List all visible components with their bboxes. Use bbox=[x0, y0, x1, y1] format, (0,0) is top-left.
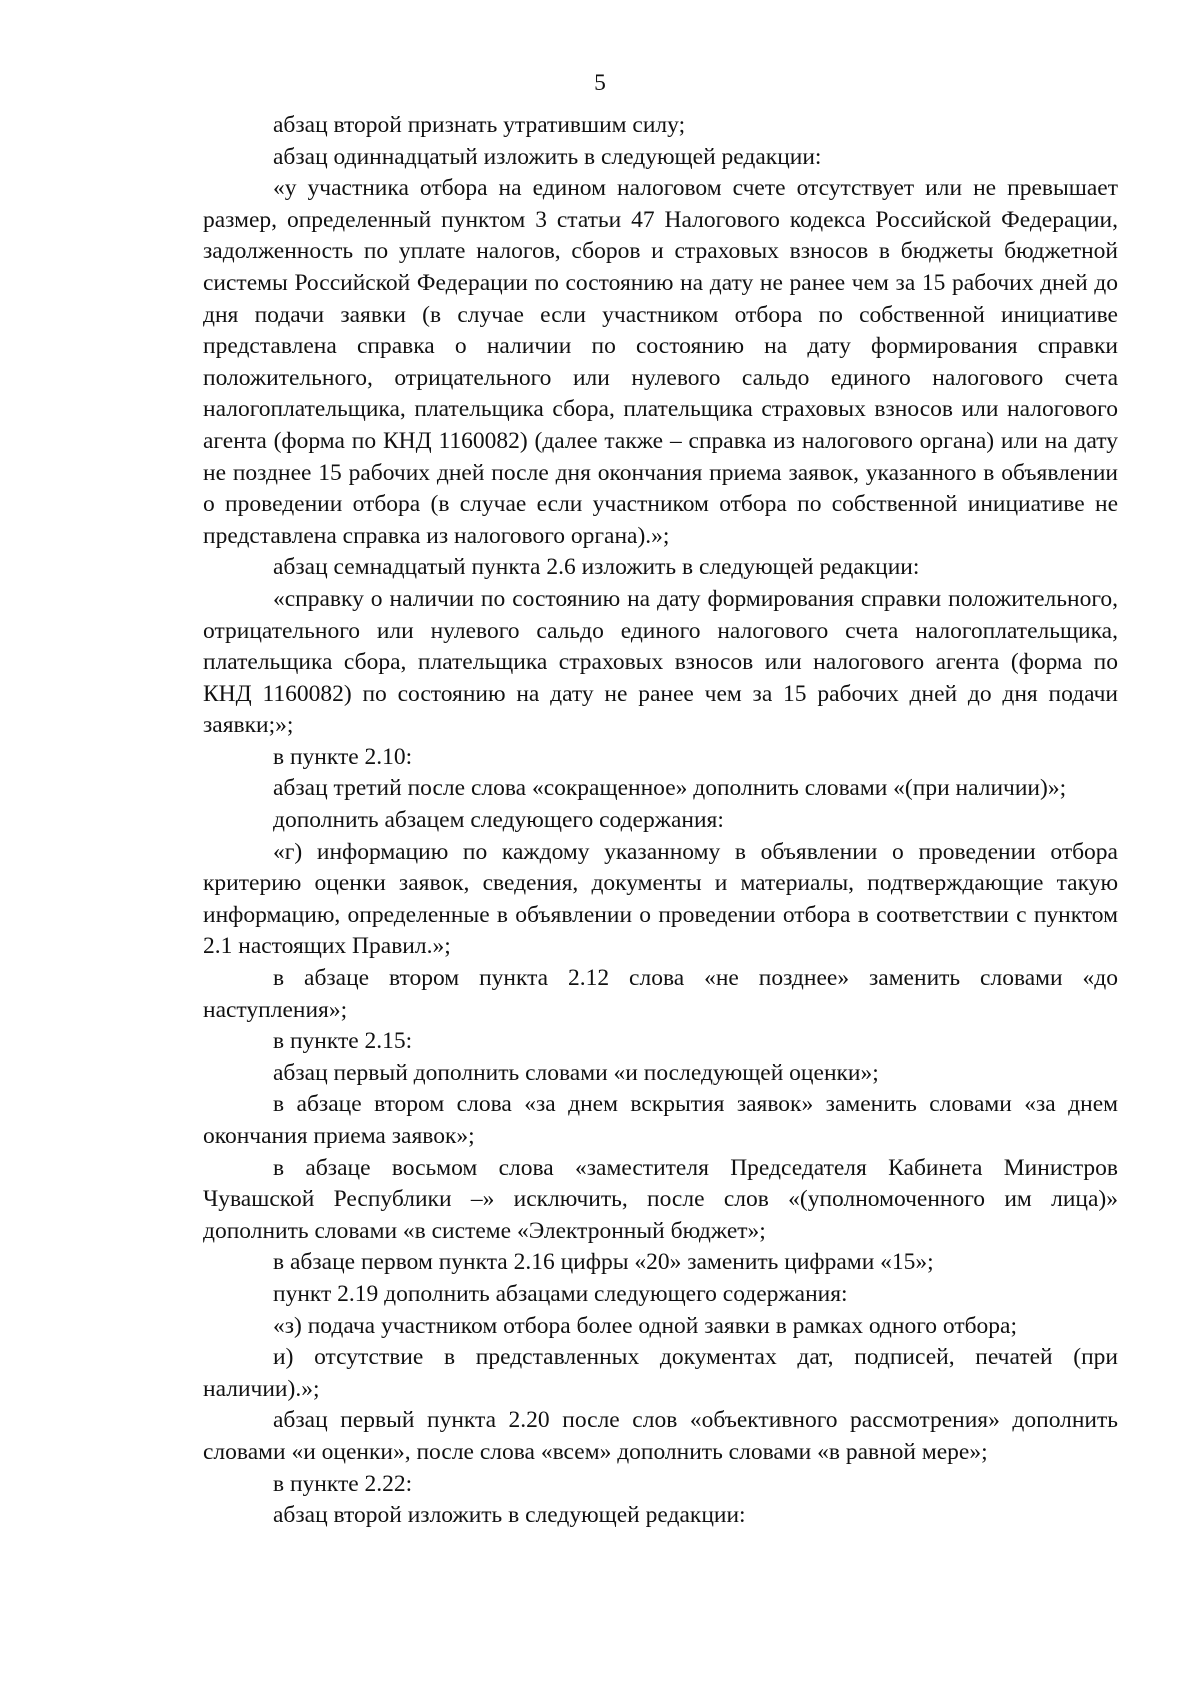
paragraph: в абзаце восьмом слова «заместителя Председателя Кабинета Министров Чувашской Республики –» исключить, после слов «(уполномоченного им лица)» дополнить словами «в системе «Электронный бюджет»; bbox=[203, 1154, 1118, 1244]
paragraph: «у участника отбора на едином налоговом счете отсутствует или не превышает размер, определенный пунктом 3 статьи 47 Налогового кодекса Российской Федерации, задолженность по уплате налогов, сборов и страховых взносов в бюджеты бюджетной системы Российской Федерации по состоянию на дату не ранее чем за 15 рабочих дней до дня подачи заявки (в случае если участником отбора по собственной инициативе представлена справка о наличии по состоянию на дату формирования справки положительного, отрицательного или нулевого сальдо единого налогового счета налогоплательщика, плательщика сбора, плательщика страховых взносов или налогового агента (форма по КНД 1160082) (далее также – справка из налогового органа) или на дату не позднее 15 рабочих дней после дня окончания приема заявок, указанного в объявлении о проведении отбора (в случае если участником отбора по собственной инициативе не представлена справка из налогового органа).»; bbox=[203, 175, 1118, 549]
paragraph: в пункте 2.22: bbox=[273, 1470, 413, 1497]
paragraph: абзац третий после слова «сокращенное» дополнить словами «(при наличии)»; bbox=[273, 775, 1067, 802]
paragraph: в абзаце втором слова «за днем вскрытия заявок» заменить словами «за днем окончания приема заявок»; bbox=[203, 1091, 1118, 1149]
paragraph: абзац первый пункта 2.20 после слов «объективного рассмотрения» дополнить словами «и оценки», после слова «всем» дополнить словами «в равной мере»; bbox=[203, 1407, 1118, 1465]
paragraph: абзац второй изложить в следующей редакции: bbox=[273, 1502, 746, 1529]
paragraph: пункт 2.19 дополнить абзацами следующего содержания: bbox=[273, 1280, 848, 1307]
paragraph: абзац семнадцатый пункта 2.6 изложить в следующей редакции: bbox=[273, 554, 920, 581]
page-number: 5 bbox=[594, 70, 606, 96]
paragraph: «г) информацию по каждому указанному в объявлении о проведении отбора критерию оценки заявок, сведения, документы и материалы, подтверждающие такую информацию, определенные в объявлении о проведении отбора в соответствии с пунктом 2.1 настоящих Правил.»; bbox=[203, 838, 1118, 960]
paragraph: «з) подача участником отбора более одной заявки в рамках одного отбора; bbox=[273, 1312, 1018, 1339]
document-body bbox=[203, 110, 1118, 1532]
paragraph: в пункте 2.10: bbox=[273, 743, 413, 770]
paragraph: дополнить абзацем следующего содержания: bbox=[273, 807, 724, 834]
paragraph: в абзаце первом пункта 2.16 цифры «20» заменить цифрами «15»; bbox=[273, 1249, 934, 1276]
paragraph: абзац одиннадцатый изложить в следующей редакции: bbox=[273, 143, 822, 170]
paragraph: абзац первый дополнить словами «и последующей оценки»; bbox=[273, 1059, 879, 1086]
paragraph: в абзаце втором пункта 2.12 слова «не позднее» заменить словами «до наступления»; bbox=[203, 965, 1118, 1023]
paragraph: и) отсутствие в представленных документах дат, подписей, печатей (при наличии).»; bbox=[203, 1344, 1118, 1402]
paragraph: «справку о наличии по состоянию на дату формирования справки положительного, отрицательного или нулевого сальдо единого налогового счета налогоплательщика, плательщика сбора, плательщика страховых взносов или налогового агента (форма по КНД 1160082) по состоянию на дату не ранее чем за 15 рабочих дней до дня подачи заявки;»; bbox=[203, 585, 1118, 739]
paragraph: абзац второй признать утратившим силу; bbox=[273, 112, 686, 138]
paragraph: в пункте 2.15: bbox=[273, 1028, 413, 1055]
